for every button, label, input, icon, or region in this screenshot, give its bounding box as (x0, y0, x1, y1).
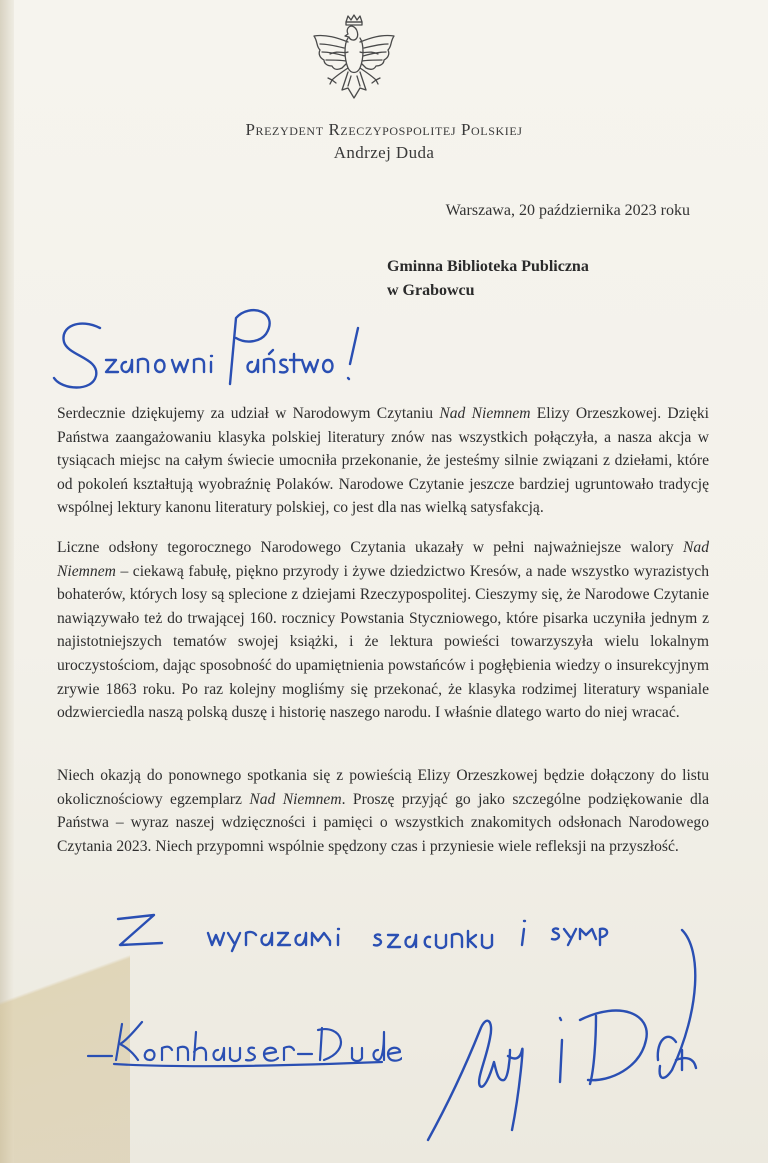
book-title: Nad Niemnem (249, 790, 342, 808)
paragraph-3 (57, 764, 709, 858)
sender-name: Andrzej Duda (333, 143, 435, 162)
paragraph-1-text-b: Elizy Orzeszkowej. Dzięki Państwa zaangażowaniu klasyka polskiej literatury znów nas wszystkich połączyła, a nasza akcja w tysiącach miejsc na całym świecie umocniła przekonanie, że jesteśmy silnie związani z dziełami, które od pokoleń kształtują wyobraźnię Polaków. Narodowe Czytanie jeszcze bardziej ugruntowało tradycję wspólnej lektury kanonu literatury polskiej, co jest dla nas wielką satysfakcją. (57, 405, 709, 517)
paragraph-3-text-b: . Proszę przyjąć go jako szczególne podziękowanie dla Państwa – wyraz naszej wdzięczności i pamięci o wszystkich znakomitych odsłonach Narodowego Czytania 2023. Niech przypomni wspólnie spędzony czas i przyniesie wiele refleksji na przyszłość. (57, 790, 709, 855)
book-title: Nad Niemnem (57, 539, 709, 580)
recipient-line-1: Gminna Biblioteka Publiczna (387, 258, 589, 275)
signature-president (420, 910, 720, 1150)
paragraph-3-text-a: Niech okazją do ponownego spotkania się z powieścią Elizy Orzeszkowej będzie dołączony do listu okolicznościowy egzemplarz (57, 767, 709, 808)
paragraph-2 (57, 536, 709, 725)
paragraph-2-text-b: – ciekawą fabułę, piękno przyrody i żywe dziedzictwo Kresów, a nade wszystko wyrazistych bohaterów, których losy są splecione z dziejami Rzeczypospolitej. Cieszymy się, że Narodowe Czytanie nawiązywało też do trwającej 160. rocznicy Powstania Styczniowego, które pisarka uczyniła jednym z najistotniejszych tematów swojej książki, i że lektura powieści towarzyszyła wielu lokalnym uroczystościom, dając sposobność do upamiętnienia powstańców i pogłębienia wiedzy o insurekcyjnym zrywie 1863 roku. Po raz kolejny mogliśmy się przekonać, że klasyka rodzimej literatury wspaniale odzwierciedla naszą polską duszę i historię naszego narodu. I właśnie dlatego warto do niej wracać. (57, 562, 709, 722)
book-title: Nad Niemnem (439, 405, 531, 422)
paragraph-1-text-a: Serdecznie dziękujemy za udział w Narodowym Czytaniu (57, 405, 440, 422)
paragraph-2-text-a: Liczne odsłony tegorocznego Narodowego Czytania ukazały w pełni najważniejsze walory (57, 539, 683, 556)
signature-first-lady (82, 1010, 402, 1080)
handwritten-greeting (40, 298, 360, 398)
sender-title: Prezydent Rzeczypospolitej Polskiej (245, 120, 523, 139)
paragraph-1 (57, 402, 709, 520)
recipient-block (387, 255, 589, 303)
letter-date: Warszawa, 20 października 2023 roku (445, 202, 690, 219)
polish-eagle-icon (308, 14, 400, 112)
recipient-line-2: w Grabowcu (387, 282, 475, 299)
